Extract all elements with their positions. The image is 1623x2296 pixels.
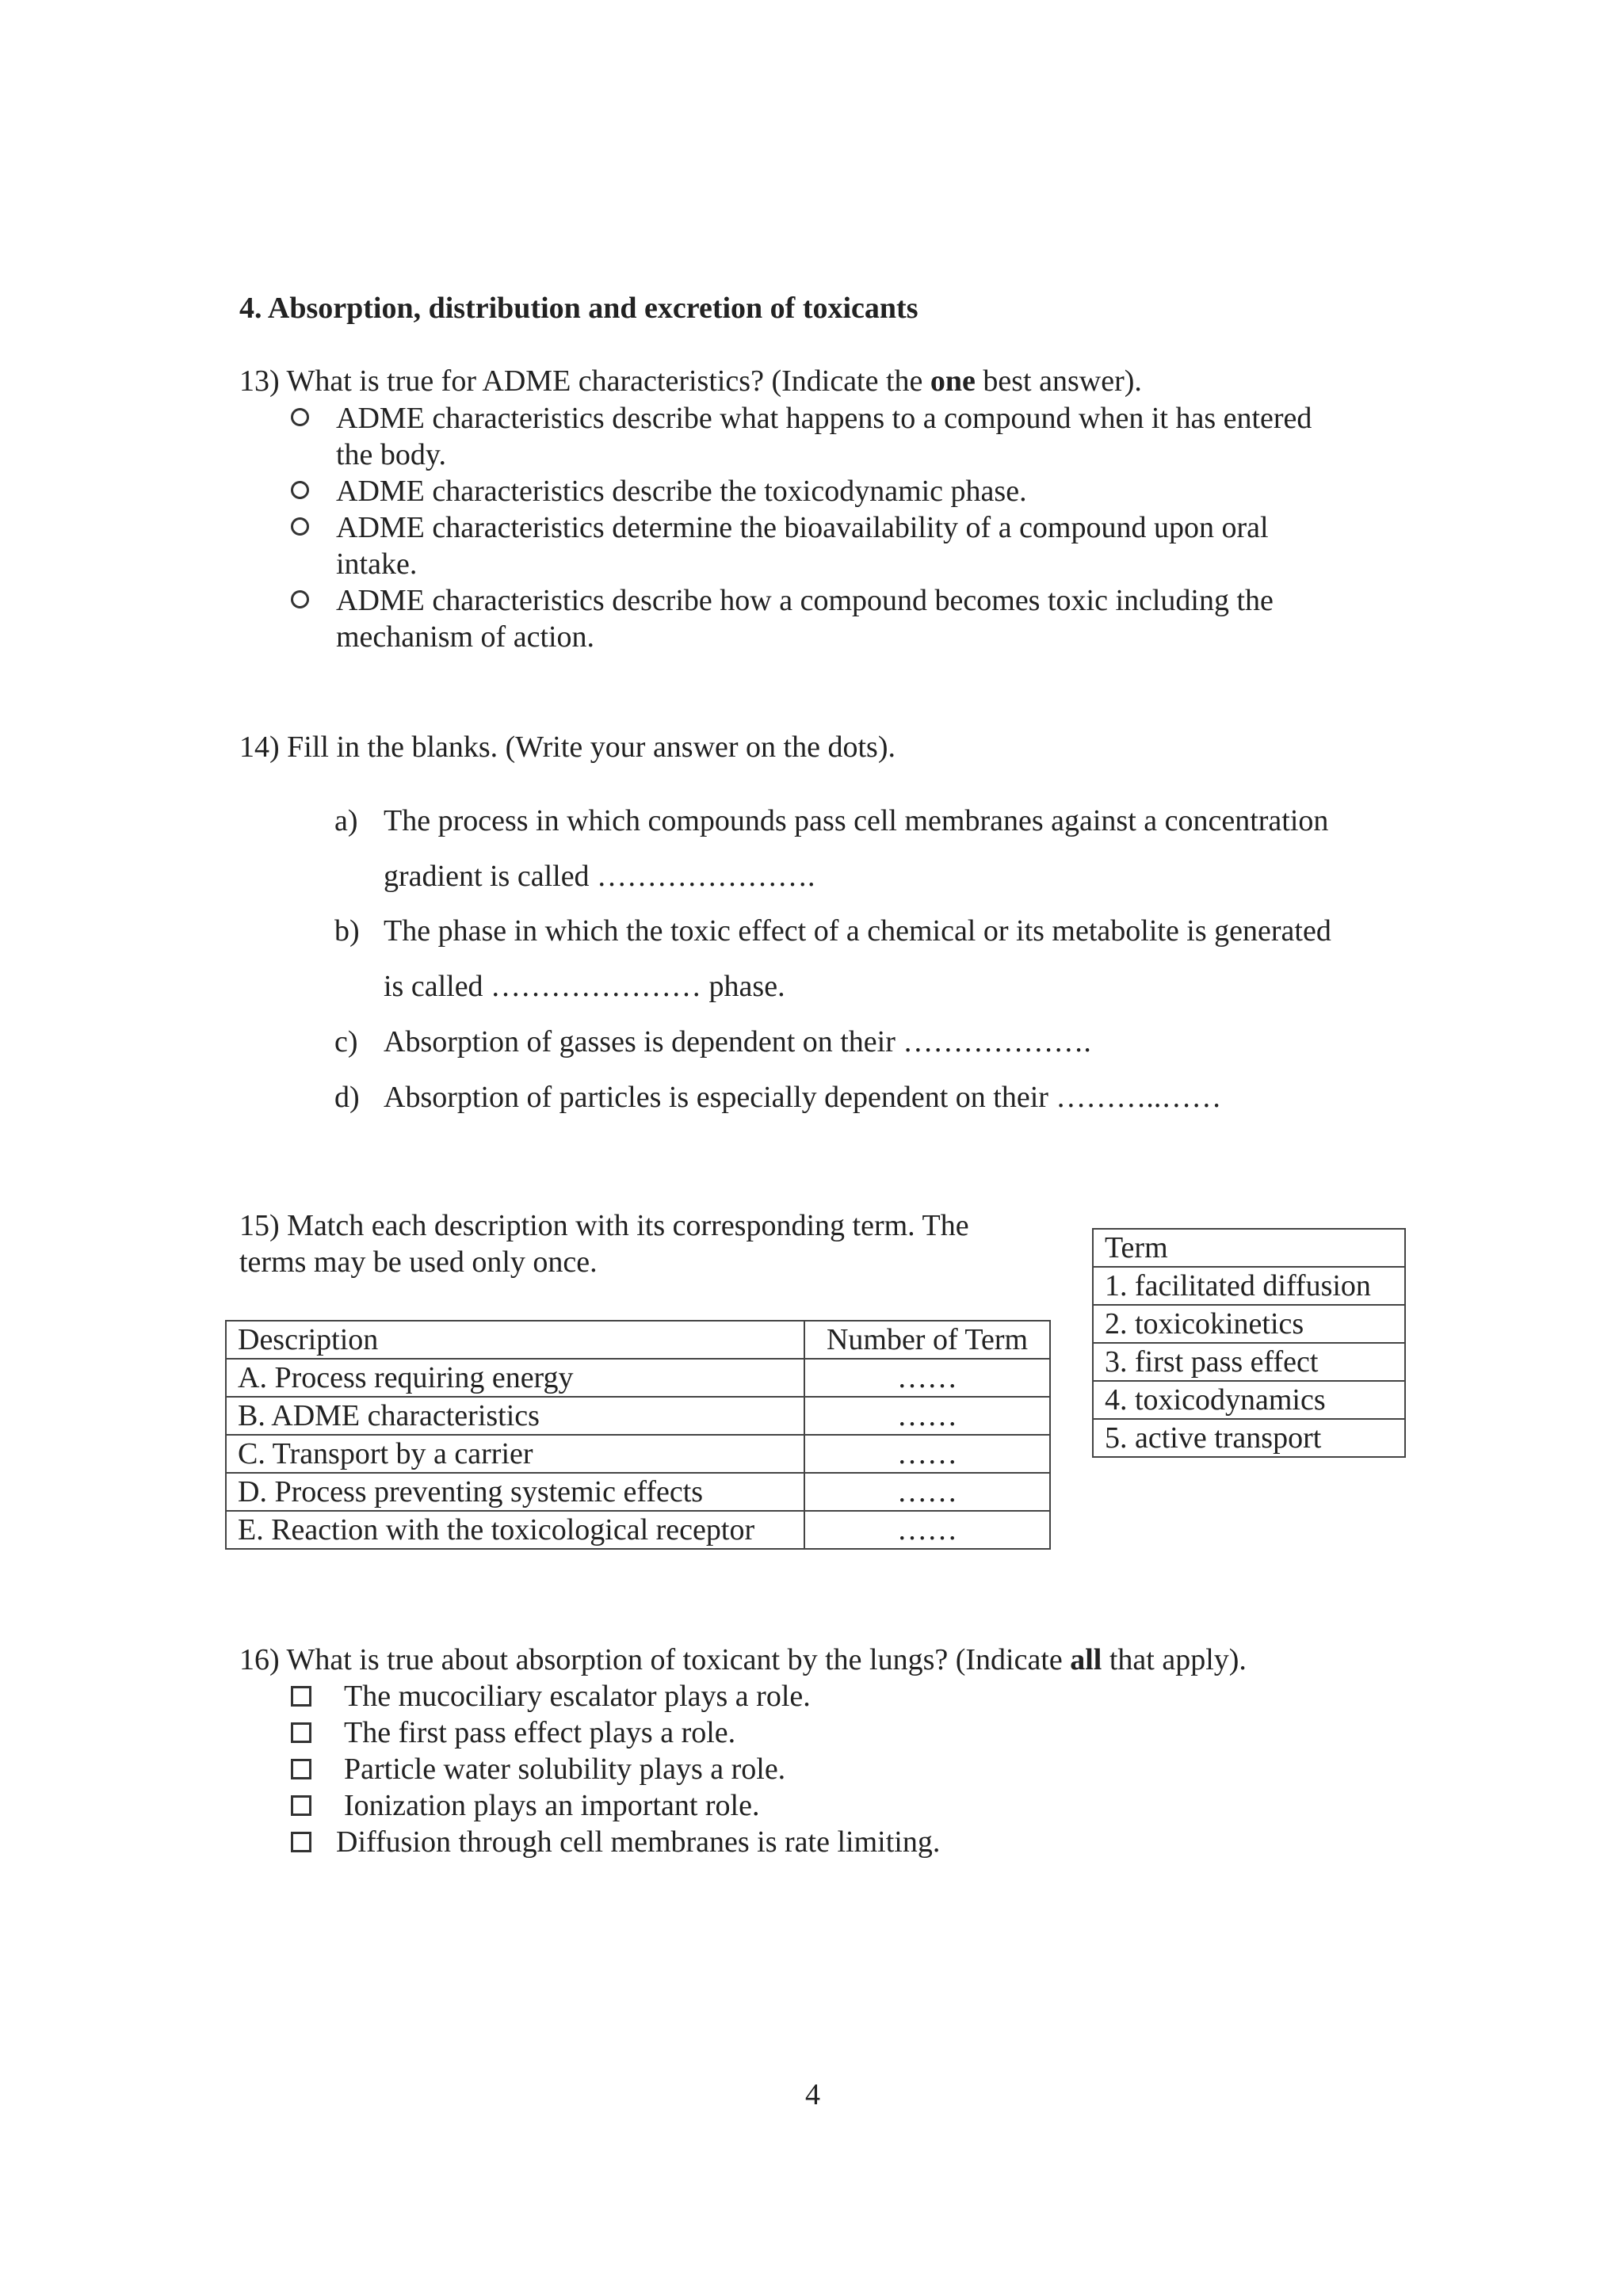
q16-option-1-checkbox[interactable] bbox=[291, 1686, 311, 1707]
q13-question bbox=[239, 363, 1142, 399]
q14-item-d-letter: d) bbox=[334, 1081, 360, 1114]
q14-item-a-letter: a) bbox=[334, 804, 358, 837]
table-row bbox=[226, 1473, 1050, 1511]
q14-item-b-line1: The phase in which the toxic effect of a chemical or its metabolite is generated bbox=[384, 914, 1331, 948]
section-title: 4. Absorption, distribution and excretion of toxicants bbox=[239, 292, 918, 325]
q16-question-emphasis: all bbox=[1070, 1643, 1102, 1676]
q16-option-2-checkbox[interactable] bbox=[291, 1722, 311, 1743]
q14-item-b-letter: b) bbox=[334, 914, 360, 948]
description-table bbox=[225, 1320, 1051, 1550]
q13-question-emphasis: one bbox=[930, 364, 976, 398]
q16-option-5-checkbox[interactable] bbox=[291, 1832, 311, 1852]
q14-item-c-line1[interactable]: Absorption of gasses is dependent on their ………………. bbox=[384, 1025, 1091, 1058]
q13-option-2-line1: ADME characteristics describe the toxicodynamic phase. bbox=[336, 475, 1027, 508]
table-row bbox=[1093, 1419, 1405, 1457]
q16-option-4-label: Ionization plays an important role. bbox=[344, 1789, 760, 1822]
table-row bbox=[1093, 1343, 1405, 1381]
q14-item-b-line2[interactable]: is called ………………… phase. bbox=[384, 970, 785, 1003]
q13-option-1-line1: ADME characteristics describe what happens to a compound when it has entered bbox=[336, 402, 1312, 435]
description-cell: C. Transport by a carrier bbox=[226, 1435, 804, 1473]
q13-option-4-radio[interactable] bbox=[291, 590, 309, 608]
table-row bbox=[1093, 1381, 1405, 1419]
description-cell: A. Process requiring energy bbox=[226, 1359, 804, 1397]
term-cell: 4. toxicodynamics bbox=[1093, 1381, 1405, 1419]
q13-option-1-line2: the body. bbox=[336, 438, 446, 471]
q16-option-3-label: Particle water solubility plays a role. bbox=[344, 1753, 786, 1786]
q13-option-3-line1: ADME characteristics determine the bioavailability of a compound upon oral bbox=[336, 511, 1269, 544]
q14-item-c-letter: c) bbox=[334, 1025, 358, 1058]
term-number-input[interactable]: …… bbox=[804, 1473, 1050, 1511]
table-row bbox=[1093, 1305, 1405, 1343]
description-table-header bbox=[226, 1321, 1050, 1359]
q13-option-3-radio[interactable] bbox=[291, 517, 309, 536]
term-cell: 1. facilitated diffusion bbox=[1093, 1267, 1405, 1305]
term-header: Term bbox=[1093, 1229, 1405, 1267]
q16-option-3-checkbox[interactable] bbox=[291, 1759, 311, 1779]
description-cell: D. Process preventing systemic effects bbox=[226, 1473, 804, 1511]
term-number-input[interactable]: …… bbox=[804, 1435, 1050, 1473]
term-cell: 5. active transport bbox=[1093, 1419, 1405, 1457]
q13-option-4-line1: ADME characteristics describe how a compound becomes toxic including the bbox=[336, 584, 1274, 617]
table-row bbox=[226, 1359, 1050, 1397]
table-row bbox=[226, 1435, 1050, 1473]
q16-option-1-label: The mucociliary escalator plays a role. bbox=[344, 1680, 811, 1713]
description-cell: B. ADME characteristics bbox=[226, 1397, 804, 1435]
q13-option-2-radio[interactable] bbox=[291, 481, 309, 499]
q13-question-suffix: best answer). bbox=[975, 364, 1142, 398]
q13-option-4-line2: mechanism of action. bbox=[336, 620, 595, 654]
term-cell: 2. toxicokinetics bbox=[1093, 1305, 1405, 1343]
page-number: 4 bbox=[805, 2078, 820, 2111]
q14-item-d-line1[interactable]: Absorption of particles is especially dependent on their ………..…… bbox=[384, 1081, 1222, 1114]
number-of-term-header: Number of Term bbox=[804, 1321, 1050, 1359]
description-cell: E. Reaction with the toxicological receptor bbox=[226, 1511, 804, 1549]
q15-question-line1: 15) Match each description with its corresponding term. The bbox=[239, 1209, 969, 1242]
q16-question-prefix: 16) What is true about absorption of toxicant by the lungs? (Indicate bbox=[239, 1643, 1071, 1676]
terms-table bbox=[1092, 1228, 1406, 1458]
q15-question-line2: terms may be used only once. bbox=[239, 1245, 598, 1279]
q16-option-5-label: Diffusion through cell membranes is rate limiting. bbox=[336, 1825, 941, 1859]
table-row bbox=[1093, 1229, 1405, 1267]
q13-option-1-radio[interactable] bbox=[291, 408, 309, 426]
q16-question-suffix: that apply). bbox=[1102, 1643, 1247, 1676]
q14-item-a-line1: The process in which compounds pass cell membranes against a concentration bbox=[384, 804, 1329, 837]
description-header: Description bbox=[226, 1321, 804, 1359]
q14-item-a-line2[interactable]: gradient is called …………………. bbox=[384, 860, 815, 893]
q13-question-prefix: 13) What is true for ADME characteristics? (Indicate the bbox=[239, 364, 930, 398]
term-number-input[interactable]: …… bbox=[804, 1359, 1050, 1397]
q16-question bbox=[239, 1642, 1247, 1678]
q13-option-3-line2: intake. bbox=[336, 547, 418, 581]
term-number-input[interactable]: …… bbox=[804, 1397, 1050, 1435]
q16-option-4-checkbox[interactable] bbox=[291, 1795, 311, 1816]
table-row bbox=[226, 1397, 1050, 1435]
term-number-input[interactable]: …… bbox=[804, 1511, 1050, 1549]
table-row bbox=[1093, 1267, 1405, 1305]
term-cell: 3. first pass effect bbox=[1093, 1343, 1405, 1381]
q16-option-2-label: The first pass effect plays a role. bbox=[344, 1716, 736, 1749]
table-row bbox=[226, 1511, 1050, 1549]
q14-question: 14) Fill in the blanks. (Write your answer on the dots). bbox=[239, 730, 896, 764]
